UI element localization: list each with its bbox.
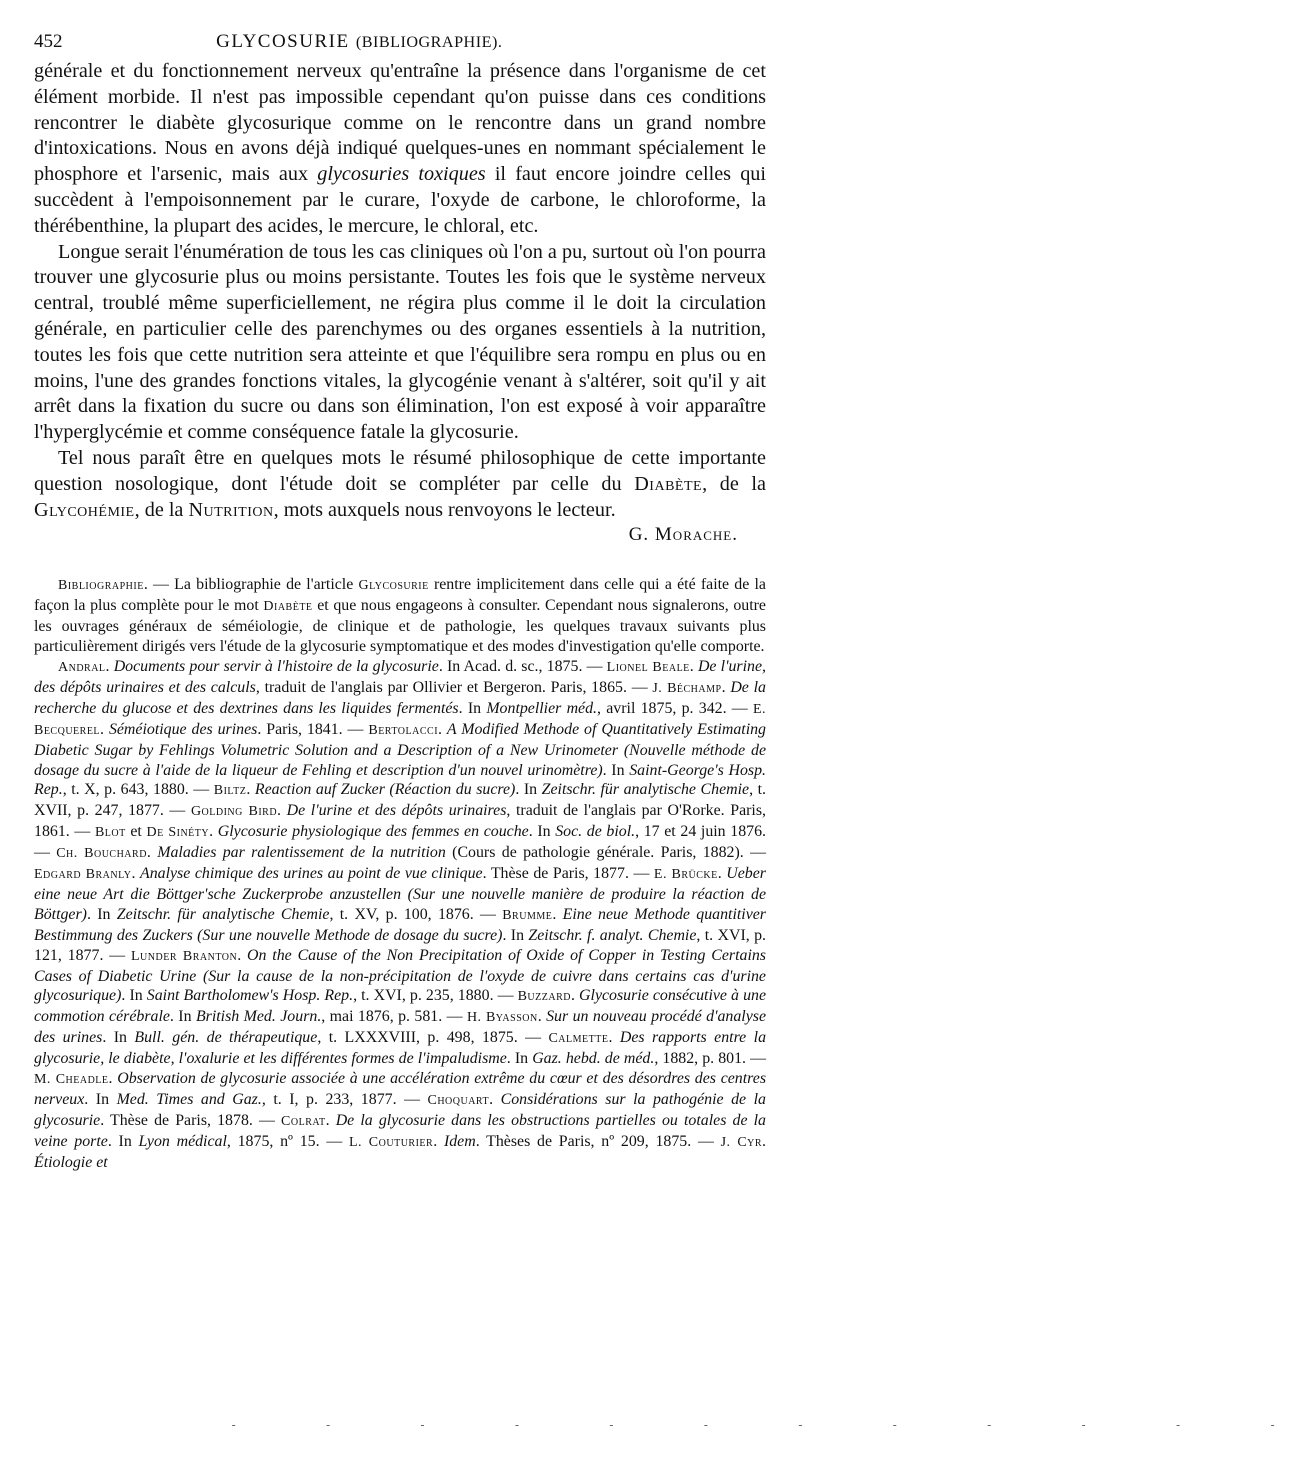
ref-title: De l'urine, des dépôts urinaires et des calculs: [34, 657, 766, 696]
ref-rest: . In: [169, 1008, 196, 1026]
ref-title: De la recherche du glucose et des dextrines dans les liquides fermentés: [34, 678, 766, 717]
ref-rest: , mai 1876, p. 581. —: [321, 1008, 467, 1026]
ref-rest: . In: [458, 699, 487, 717]
intro-xref-glycosurie: Glycosurie: [358, 578, 429, 594]
ref-rest: . In: [506, 1050, 533, 1068]
ref-rest: , t. LXXXVIII, p. 498, 1875. —: [317, 1029, 549, 1047]
xref-glycohemie: Glycohémie: [34, 498, 135, 521]
ref-journal: Saint-George's Hosp. Rep.: [34, 761, 766, 799]
ref-title: Considérations sur la pathogénie de la glycosurie: [34, 1091, 766, 1129]
paragraph-2: Longue serait l'énumération de tous les cas cliniques où l'on a pu, surtout où l'on pourra trouver une glycosurie plus ou moins persistante. Toutes les fois que le système nerveux central, troublé même superficiellement, ne régira plus comme il le doit la circulation générale, en particulier celle des parenchymes ou des organes essentiels à la nutrition, toutes les fois que cette nutrition sera atteinte et que l'équilibre sera rompu en plus ou en moins, l'une des grandes fonctions vitales, la glycogénie venant à s'altérer, soit qu'il y ait arrêt dans la fixation du sucre ou dans son élimination, l'on est exposé à voir apparaître l'hyperglycémie et comme conséquence fatale la glycosurie.: [34, 240, 766, 444]
ref-rest: (Cours de pathologie générale. Paris, 1882). —: [445, 844, 766, 862]
running-title-main: GLYCOSURIE: [216, 31, 350, 52]
ref-author: Golding Bird: [190, 804, 278, 820]
ref-journal: Saint Bartholomew's Hosp. Rep.: [146, 987, 354, 1005]
ref-author: E. Brücke: [653, 867, 718, 883]
intro-a: . — La bibliographie de l'article: [143, 576, 359, 594]
running-header: [34, 30, 766, 55]
article-body: [34, 59, 766, 523]
ref-rest: , traduit de l'anglais par Ollivier et Bergeron. Paris, 1865. —: [255, 678, 653, 696]
author-signature: G. Morache.: [628, 524, 738, 546]
ref-rest: . Thèses de Paris, nº 209, 1875. —: [475, 1132, 721, 1150]
ref-title: On the Cause of the Non Precipitation of Oxide of Copper in Testing Certains Cases of Diabetic Urine (Sur la cause de la non-précipitation de l'oxyde de cuivre dans certains cas d'urine glycosurique): [34, 946, 766, 1005]
ref-rest: , t. X, p. 643, 1880. —: [62, 781, 214, 799]
ref-journal: Lyon médical: [138, 1132, 227, 1150]
ref-title: Analyse chimique des urines au point de vue clinique: [139, 865, 483, 883]
ref-author: Lunder Branton: [131, 948, 238, 964]
ref-author: Buzzard: [517, 989, 571, 1005]
ref-journal: Montpellier méd.: [486, 699, 598, 717]
ref-title: Eine neue Methode quantitiver Bestimmung des Zuckers (Sur une nouvelle Methode de dosage du sucre): [34, 905, 766, 944]
ref-title: Glycosurie physiologique des femmes en couche: [217, 823, 529, 841]
ref-rest: , 1882, p. 801. —: [654, 1050, 767, 1068]
ref-title: Ueber eine neue Art die Böttger'sche Zuckerprobe anzustellen (Sur une nouvelle manière de produire la réaction de Böttger): [34, 865, 766, 923]
ref-rest: . In: [107, 1132, 139, 1150]
paragraph-1: [34, 59, 766, 240]
ref-journal: Gaz. hebd. de méd.: [532, 1050, 655, 1068]
ref-title: Idem: [443, 1132, 476, 1150]
bibliography-label: Bibliographie: [58, 578, 144, 594]
ref-journal: Zeitschr. für analytische Chemie: [116, 905, 330, 923]
ref-author: Lionel Beale: [606, 659, 690, 675]
ref-author: Calmette: [548, 1031, 609, 1047]
ref-rest: , 1875, nº 15. —: [226, 1132, 349, 1150]
ref-journal: Zeitschr. f. analyt. Chemie: [528, 926, 697, 944]
p3-text-a: Tel nous paraît être en quelques mots le résumé philosophique de cette importante question nosologique, dont l'étude doit se compléter par celle du: [34, 446, 766, 495]
ref-rest: , t. XV, p. 100, 1876. —: [329, 905, 503, 923]
reference-list: Andral. Documents pour servir à l'histoire de la glycosurie. In Acad. d. sc., 1875. — Lionel Beale. De l'urine, des dépôts urinaires et des calculs, traduit de l'anglais par Ollivier et Bergeron. Paris, 1865. — J. Béchamp. De la recherche du glucose et des dextrines dans les liquides fermentés. In Montpellier méd., avril 1875, p. 342. — E. Becquerel. Séméiotique des urines. Paris, 1841. — Bertolacci. A Modified Methode of Quantitatively Estimating Diabetic Sugar by Fehlings Volumetric Solution and a Description of a New Urinometer (Nouvelle méthode de dosage du sucre à l'aide de la liqueur de Fehling et description d'un nouvel urinomètre). In Saint-George's Hosp. Rep., t. X, p. 643, 1880. — Biltz. Reaction auf Zucker (Réaction du sucre). In Zeitschr. für analytische Chemie, t. XVII, p. 247, 1877. — Golding Bird. De l'urine et des dépôts urinaires, traduit de l'anglais par O'Rorke. Paris, 1861. — Blot et De Sinéty. Glycosurie physiologique des femmes en couche. In Soc. de biol., 17 et 24 juin 1876. — Ch. Bouchard. Maladies par ralentissement de la nutrition (Cours de pathologie générale. Paris, 1882). — Edgard Branly. Analyse chimique des urines au point de vue clinique. Thèse de Paris, 1877. — E. Brücke. Ueber eine neue Art die Böttger'sche Zuckerprobe anzustellen (Sur une nouvelle manière de produire la réaction de Böttger). In Zeitschr. für analytische Chemie, t. XV, p. 100, 1876. — Brumme. Eine neue Methode quantitiver Bestimmung des Zuckers (Sur une nouvelle Methode de dosage du sucre). In Zeitschr. f. analyt. Chemie, t. XVI, p. 121, 1877. — Lunder Branton. On the Cause of the Non Precipitation of Oxide of Copper in Testing Certains Cases of Diabetic Urine (Sur la cause de la non-précipitation de l'oxyde de cuivre dans certains cas d'urine glycosurique). In Saint Bartholomew's Hosp. Rep., t. XVI, p. 235, 1880. — Buzzard. Glycosurie consécutive à une commotion cérébrale. In British Med. Journ., mai 1876, p. 581. — H. Byasson. Sur un nouveau procédé d'analyse des urines. In Bull. gén. de thérapeutique, t. LXXXVIII, p. 498, 1875. — Calmette. Des rapports entre la glycosurie, le diabète, l'oxalurie et les différentes formes de l'impaludisme. In Gaz. hebd. de méd., 1882, p. 801. — M. Cheadle. Observation de glycosurie associée à une accélération extrême du cœur et des désordres des centres nerveux. In Med. Times and Gaz., t. I, p. 233, 1877. — Choquart. Considérations sur la pathogénie de la glycosurie. Thèse de Paris, 1878. — Colrat. De la glycosurie dans les obstructions partielles ou totales de la veine porte. In Lyon médical, 1875, nº 15. — L. Couturier. Idem. Thèses de Paris, nº 209, 1875. — J. Cyr. Étiologie et: [34, 657, 767, 1171]
p1-emphasis: glycosuries toxiques: [317, 163, 486, 186]
ref-journal: British Med. Journ.: [195, 1008, 322, 1026]
ref-author: Andral: [58, 659, 106, 675]
ref-title: De la glycosurie dans les obstructions partielles ou totales de la veine porte: [34, 1111, 766, 1150]
paragraph-3: [34, 446, 766, 523]
ref-rest: . Paris, 1841. —: [257, 720, 369, 738]
ref-author: De Sinéty: [146, 825, 210, 841]
ref-conj: et: [125, 823, 147, 841]
page-number: 452: [34, 31, 63, 52]
ref-author: Blot: [94, 825, 126, 841]
ref-title: Documents pour servir à l'histoire de la glycosurie: [113, 657, 439, 675]
ref-rest: . In: [502, 926, 529, 944]
p3-text-d: , mots auxquels nous renvoyons le lecteur.: [273, 498, 616, 521]
xref-diabete: Diabète: [634, 472, 703, 495]
ref-author: Choquart: [427, 1093, 490, 1108]
ref-author: J. Cyr: [720, 1134, 763, 1150]
ref-rest: , 17 et 24 juin 1876. —: [34, 823, 767, 862]
ref-rest: , t. XVII, p. 247, 1877. —: [34, 781, 766, 820]
bibliography: [34, 575, 766, 1172]
running-title-section: (BIBLIOGRAPHIE).: [355, 34, 503, 51]
ref-title: Maladies par ralentissement de la nutrition: [157, 844, 446, 862]
ref-rest: . In: [515, 781, 542, 799]
ref-title: Des rapports entre la glycosurie, le diabète, l'oxalurie et les différentes formes de l'impaludisme: [34, 1029, 767, 1068]
ref-journal: Bull. gén. de thérapeutique: [134, 1029, 318, 1047]
ref-author: H. Byasson: [466, 1010, 538, 1026]
ref-title: A Modified Methode of Quantitatively Estimating Diabetic Sugar by Fehlings Volumetric Solution and a Description of a New Urinometer (Nouvelle méthode de dosage du sucre à l'aide de la liqueur de Fehling et description d'un nouvel urinomètre): [34, 720, 766, 779]
ref-author: J. Béchamp: [652, 680, 722, 696]
ref-author: E. Becquerel: [34, 701, 766, 738]
ref-author: Bertolacci: [368, 722, 439, 738]
ref-author: L. Couturier: [349, 1134, 434, 1150]
p3-text-b: , de la: [702, 472, 766, 495]
bibliography-intro: [34, 575, 766, 657]
ref-rest: . In: [121, 987, 147, 1005]
ref-title: Séméiotique des urines: [108, 720, 258, 738]
ref-title: Glycosurie consécutive à une commotion cérébrale: [34, 987, 767, 1026]
p1-text-end: il faut encore joindre celles qui succèdent à l'empoisonnement par le curare, l'oxyde de carbone, le chloroforme, la thérébenthine, la plupart des acides, le mercure, le chloral, etc.: [34, 163, 766, 237]
ref-rest: . In: [86, 905, 117, 923]
ref-author: Edgard Branly: [34, 867, 132, 883]
intro-c: et que nous engageons à consulter. Cependant nous signalerons, outre les ouvrages généraux de séméiologie, de clinique et de pathologie, les quelques travaux suivants plus particulièrement dirigés vers l'étude de la glycosurie symptomatique et des modes d'investigation qu'elle comporte.: [34, 597, 766, 656]
ref-rest: . Thèse de Paris, 1877. —: [482, 865, 654, 883]
ref-title: Reaction auf Zucker (Réaction du sucre): [254, 781, 516, 799]
ref-rest: , t. XVI, p. 235, 1880. —: [353, 987, 518, 1005]
ref-title: Étiologie et: [34, 1153, 108, 1171]
ref-journal: Med. Times and Gaz.: [116, 1091, 262, 1108]
ref-rest: , t. XVI, p. 121, 1877. —: [34, 926, 766, 964]
running-title: [63, 30, 767, 55]
ref-author: M. Cheadle: [34, 1072, 109, 1088]
ref-rest: , traduit de l'anglais par O'Rorke. Paris, 1861. —: [34, 802, 766, 841]
ref-author: Biltz: [213, 783, 247, 799]
ref-author: Colrat: [281, 1113, 326, 1129]
ref-journal: Soc. de biol.: [555, 823, 636, 841]
ref-title: Sur un nouveau procédé d'analyse des urines: [34, 1008, 767, 1047]
footer-rule: - - - - - - - - - - - -: [230, 1418, 1316, 1432]
ref-author: Ch. Bouchard: [56, 846, 147, 862]
ref-title: De l'urine et des dépôts urinaires: [286, 802, 507, 820]
ref-title: Observation de glycosurie associée à une accélération extrême du cœur et des désordres des centres nerveux: [34, 1070, 766, 1108]
ref-journal: Zeitschr. für analytische Chemie: [541, 781, 750, 799]
ref-rest: . In Acad. d. sc., 1875. —: [438, 657, 607, 675]
intro-xref-diabete: Diabète: [263, 599, 313, 615]
ref-rest: , avril 1875, p. 342. —: [597, 699, 753, 717]
ref-rest: . In: [528, 823, 556, 841]
p1-text: générale et du fonctionnement nerveux qu'entraîne la présence dans l'organisme de cet élément morbide. Il n'est pas impossible cependant qu'on puisse dans ces conditions rencontrer le diabète glycosurique comme on le rencontre dans un grand nombre d'intoxications. Nous en avons déjà indiqué quelques-unes en nommant spécialement le phosphore et l'arsenic, mais aux: [34, 60, 766, 186]
page: [34, 30, 766, 1173]
ref-author: Brumme: [502, 907, 553, 923]
ref-rest: , t. I, p. 233, 1877. —: [261, 1091, 428, 1108]
ref-rest: . Thèse de Paris, 1878. —: [100, 1111, 282, 1129]
ref-rest: . In: [102, 1029, 135, 1047]
xref-nutrition: Nutrition: [188, 498, 274, 521]
intro-b: rentre implicitement dans celle qui a été faite de la façon la plus complète pour le mot: [34, 576, 766, 615]
p3-text-c: , de la: [134, 498, 189, 521]
ref-rest: . In: [84, 1091, 117, 1108]
ref-rest: . In: [602, 761, 630, 779]
